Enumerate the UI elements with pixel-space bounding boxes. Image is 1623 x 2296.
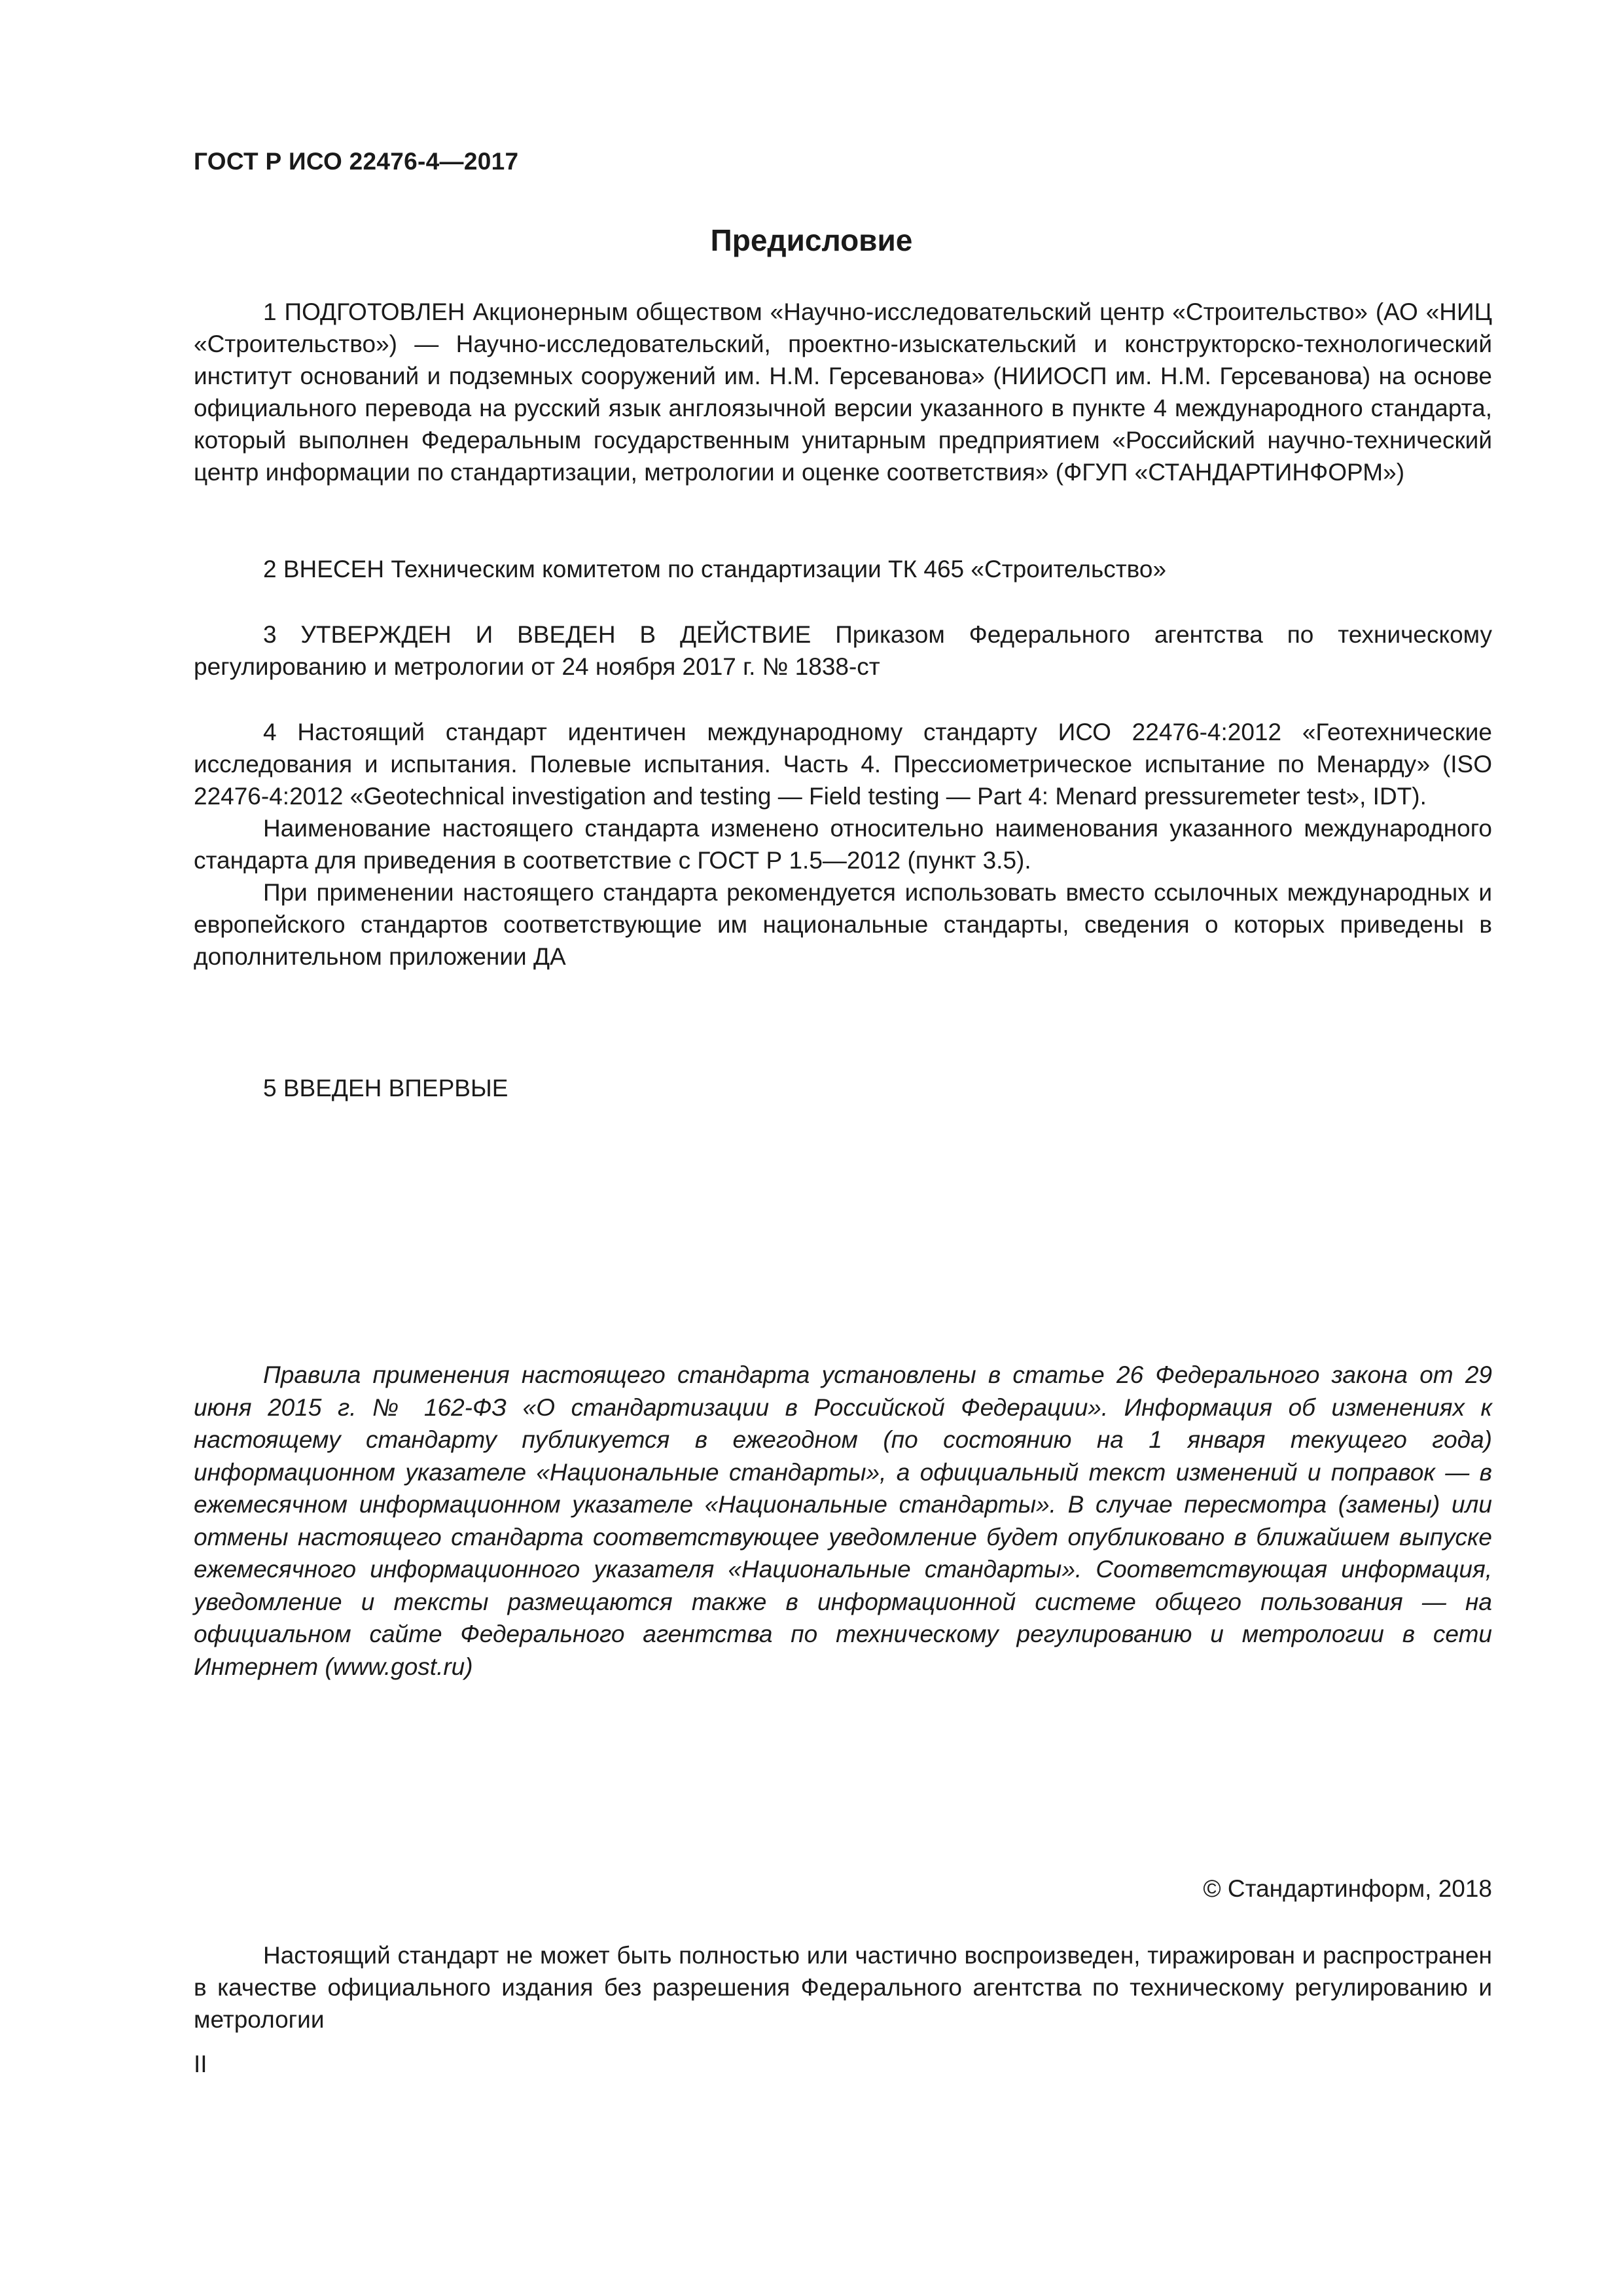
section-2-text: 2 ВНЕСЕН Техническим комитетом по стандартизации ТК 465 «Строительство» <box>263 556 1167 583</box>
section-4-paragraph-2: Наименование настоящего стандарта изменено относительно наименования указанного международного стандарта для приведения в соответствие с ГОСТ Р 1.5—2012 (пункт 3.5). <box>194 815 1492 874</box>
section-4-paragraph-3: При применении настоящего стандарта рекомендуется использовать вместо ссылочных международных и европейского стандартов соответствующие им национальные стандарты, сведения о которых приведены в дополнительном приложении ДА <box>194 879 1492 970</box>
page-number: II <box>194 2051 207 2077</box>
section-3-text: 3 УТВЕРЖДЕН И ВВЕДЕН В ДЕЙСТВИЕ Приказом Федерального агентства по техническому регулированию и метрологии от 24 ноября 2017 г. № 1838-ст <box>194 621 1492 680</box>
foreword-section-4 <box>194 716 1492 973</box>
copyright-line: © Стандартинформ, 2018 <box>1203 1875 1492 1902</box>
application-rules-notice: Правила применения настоящего стандарта установлены в статье 26 Федерального закона от 29 июня 2015 г. № 162-ФЗ «О стандартизации в Российской Федерации». Информация об изменениях к настоящему стандарту публикуется в ежегодном (по состоянию на 1 января текущего года) информационном указателе «Национальные стандарты», а официальный текст изменений и поправок — в ежемесячном информационном указателе «Национальные стандарты». В случае пересмотра (замены) или отмены настоящего стандарта соответствующее уведомление будет опубликовано в ближайшем выпуске ежемесячного информационного указателя «Национальные стандарты». Соответствующая информация, уведомление и тексты размещаются также в информационной системе общего пользования — на официальном сайте Федерального агентства по техническому регулированию и метрологии в сети Интернет (www.gost.ru) <box>194 1361 1492 1680</box>
section-1-text: 1 ПОДГОТОВЛЕН Акционерным обществом «Научно-исследовательский центр «Строительство» (АО «НИЦ «Строительство») — Научно-исследовательский, проектно-изыскательский и конструкторско-технологический институт оснований и подземных сооружений им. Н.М. Герсеванова» (НИИОСП им. Н.М. Герсеванова) на основе официального перевода на русский язык англоязычной версии указанного в пункте 4 международного стандарта, который выполнен Федеральным государственным унитарным предприятием «Российский научно-технический центр информации по стандартизации, метрологии и оценке соответствия» (ФГУП «СТАНДАРТИНФОРМ») <box>194 298 1492 486</box>
foreword-section-3 <box>194 619 1492 683</box>
section-4-paragraph-1: 4 Настоящий стандарт идентичен международному стандарту ИСО 22476-4:2012 «Геотехнические исследования и испытания. Полевые испытания. Часть 4. Прессиометрическое испытание по Менарду» (ISO 22476-4:2012 «Geotechnical investigation and testing — Field testing — Part 4: Menard pressuremeter test», IDT). <box>194 719 1492 810</box>
foreword-section-1 <box>194 296 1492 488</box>
reproduction-rights-notice: Настоящий стандарт не может быть полностью или частично воспроизведен, тиражирован и распространен в качестве официального издания без разрешения Федерального агентства по техническому регулированию и метрологии <box>194 1942 1492 2033</box>
foreword-title: Предисловие <box>710 223 913 257</box>
foreword-section-5 <box>194 1072 1492 1104</box>
document-code-header: ГОСТ Р ИСО 22476-4—2017 <box>194 148 519 175</box>
section-5-text: 5 ВВЕДЕН ВПЕРВЫЕ <box>263 1075 508 1102</box>
foreword-section-2 <box>194 553 1492 585</box>
